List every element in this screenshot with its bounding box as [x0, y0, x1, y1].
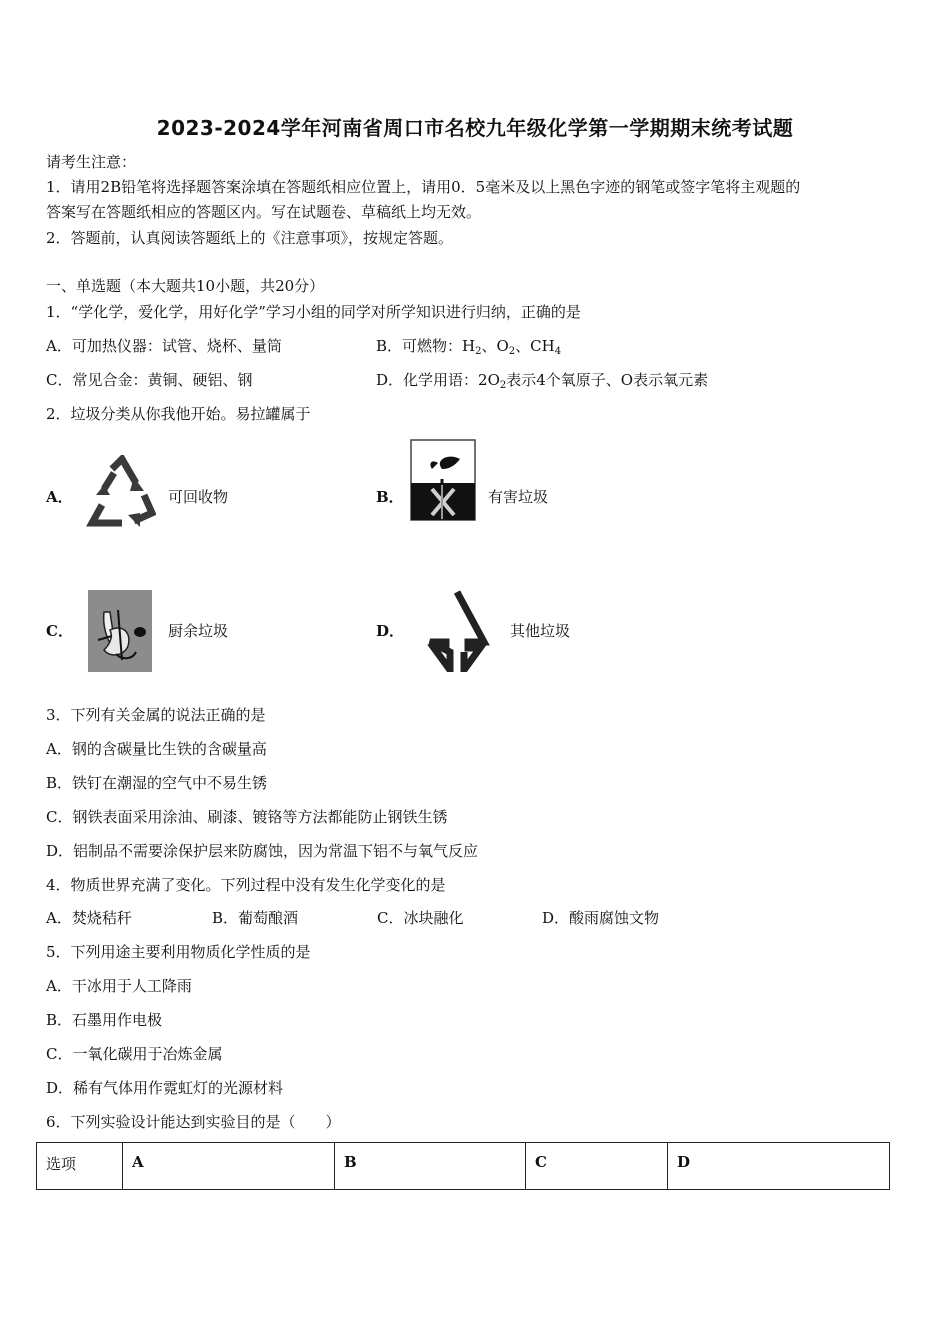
kitchen-waste-icon [88, 590, 152, 672]
table-header-cell: 选项 [37, 1143, 123, 1190]
q5-option-b: B．石墨用作电极 [46, 1011, 163, 1029]
q3-option-d: D．铝制品不需要涂保护层来防腐蚀，因为常温下铝不与氧气反应 [46, 842, 479, 860]
table-row [37, 1143, 890, 1190]
q4-option-c: C．冰块融化 [377, 909, 464, 927]
q1-option-a: A．可加热仪器：试管、烧杯、量筒 [46, 337, 282, 355]
other-waste-icon [424, 586, 490, 672]
table-header-cell: B [335, 1143, 526, 1190]
q3-option-b: B．铁钉在潮湿的空气中不易生锈 [46, 774, 268, 792]
notice-item-1-line-2: 答案写在答题纸相应的答题区内。写在试题卷、草稿纸上均无效。 [46, 203, 482, 221]
q2-stem: 2．垃圾分类从你我他开始。易拉罐属于 [46, 405, 311, 423]
q5-option-d: D．稀有气体用作霓虹灯的光源材料 [46, 1079, 284, 1097]
notice-item-1-line-1: 1．请用2B铅笔将选择题答案涂填在答题纸相应位置上，请用0．5毫米及以上黑色字迹的钢笔或签字笔将主观题的 [46, 178, 801, 196]
q6-table [36, 1142, 890, 1190]
q4-stem: 4．物质世界充满了变化。下列过程中没有发生化学变化的是 [46, 876, 446, 894]
table-header-cell: A [123, 1143, 335, 1190]
recycle-triangle-icon [84, 455, 156, 529]
section-heading: 一、单选题（本大题共10小题，共20分） [46, 277, 325, 295]
q1-option-d: D．化学用语：$2O_2$表示4个氧原子、O表示氧元素 [376, 371, 709, 391]
q1-option-b: B．可燃物：$H_2$、$O_2$、$CH_4$ [376, 337, 562, 357]
q2-option-b-label: 有害垃圾 [488, 488, 549, 506]
q2-option-d-label: 其他垃圾 [510, 622, 571, 640]
q4-option-a: A．焚烧秸秆 [46, 909, 132, 927]
hazardous-waste-icon [410, 439, 476, 521]
table-header-cell: C [526, 1143, 668, 1190]
q3-option-a: A．钢的含碳量比生铁的含碳量高 [46, 740, 267, 758]
q2-option-a-label: 可回收物 [168, 488, 229, 506]
q3-option-c: C．钢铁表面采用涂油、刷漆、镀铬等方法都能防止钢铁生锈 [46, 808, 448, 826]
q6-stem: 6．下列实验设计能达到实验目的是（ ） [46, 1113, 341, 1131]
notice-item-2: 2．答题前，认真阅读答题纸上的《注意事项》，按规定答题。 [46, 229, 454, 247]
q3-stem: 3．下列有关金属的说法正确的是 [46, 706, 266, 724]
q1-stem: 1．“学化学，爱化学，用好化学”学习小组的同学对所学知识进行归纳，正确的是 [46, 303, 581, 321]
table-header-cell: D [668, 1143, 890, 1190]
q5-option-c: C．一氧化碳用于冶炼金属 [46, 1045, 223, 1063]
notice-heading: 请考生注意： [46, 153, 137, 171]
q1-option-c: C．常见合金：黄铜、硬铝、钢 [46, 371, 253, 389]
q2-option-c-letter: C． [46, 622, 73, 640]
q4-option-d: D．酸雨腐蚀文物 [542, 909, 660, 927]
q5-option-a: A．干冰用于人工降雨 [46, 977, 192, 995]
q5-stem: 5．下列用途主要利用物质化学性质的是 [46, 943, 311, 961]
q2-option-b-letter: B． [376, 488, 404, 506]
q2-option-c-label: 厨余垃圾 [168, 622, 229, 640]
q4-option-b: B．葡萄酿酒 [212, 909, 299, 927]
page-title: 2023-2024学年河南省周口市名校九年级化学第一学期期末统考试题 [156, 116, 794, 140]
q2-option-d-letter: D． [376, 622, 405, 640]
q2-option-a-letter: A． [46, 488, 73, 506]
